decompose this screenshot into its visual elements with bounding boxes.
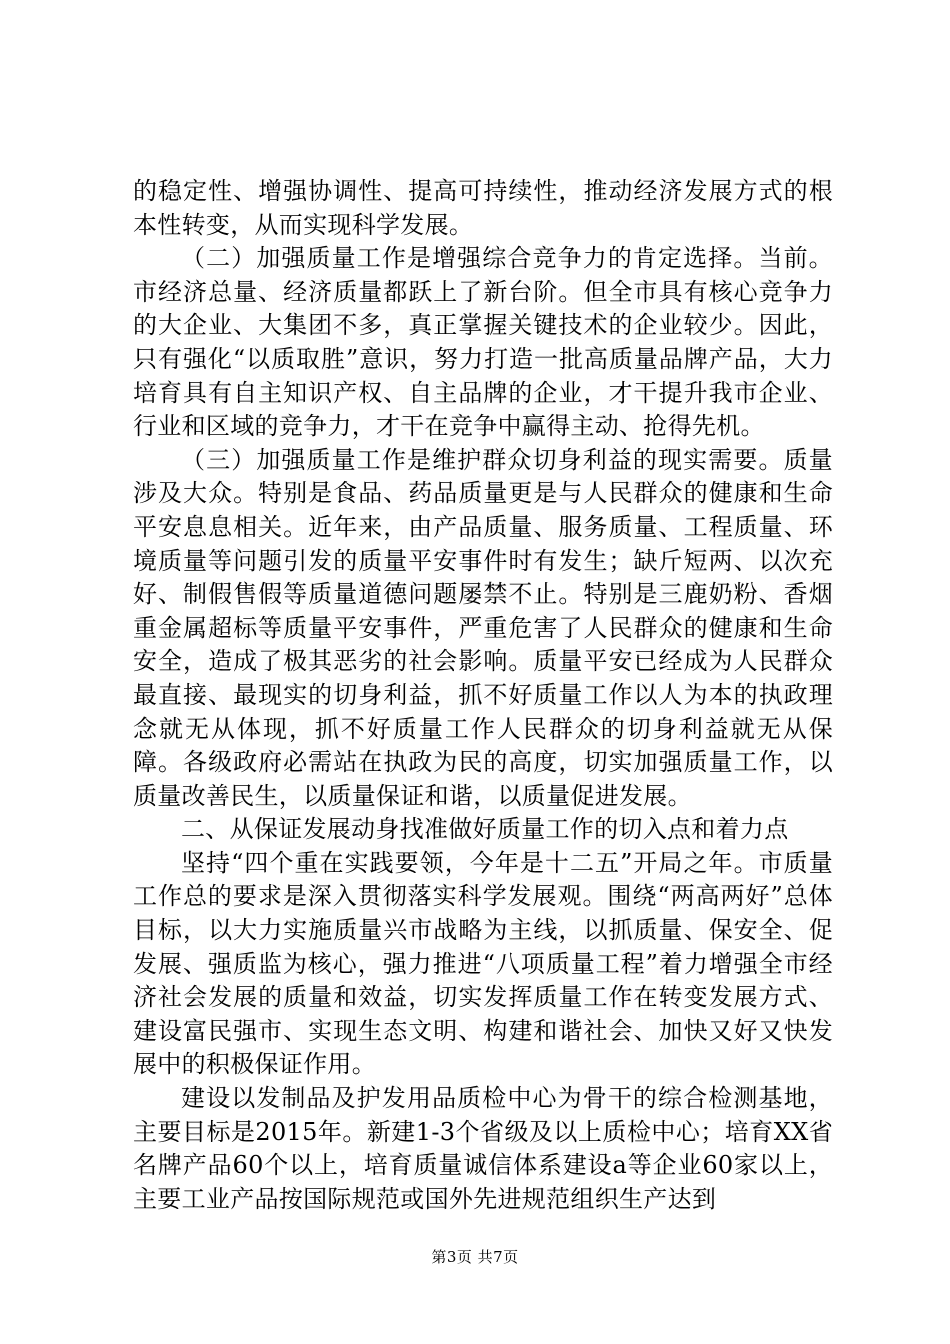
paragraph-targets: 建设以发制品及护发用品质检中心为骨干的综合检测基地，主要目标是2015年。新建1-3个省级及以上质检中心；培育XX省名牌产品60个以上，培育质量诚信体系建设a等企业60家以上，主要工业产品按国际规范或国外先进规范组织生产达到 xyxy=(133,1084,833,1213)
page-number-footer: 第3页 共7页 xyxy=(431,1248,519,1266)
paragraph-section-two: （二）加强质量工作是增强综合竞争力的肯定选择。当前。市经济总量、经济质量都跃上了新台阶。但全市具有核心竞争力的大企业、大集团不多，真正掌握关键技术的企业较少。因此，只有强化“以质取胜”意识，努力打造一批高质量品牌产品，大力培育具有自主知识产权、自主品牌的企业，才干提升我市企业、行业和区域的竞争力，才干在竞争中赢得主动、抢得先机。 xyxy=(133,244,833,441)
paragraph-continuation: 的稳定性、增强协调性、提高可持续性，推动经济发展方式的根本性转变，从而实现科学发展。 xyxy=(133,177,833,239)
section-heading: 二、从保证发展动身找准做好质量工作的切入点和着力点 xyxy=(181,815,789,844)
document-body xyxy=(133,175,833,1216)
paragraph-requirements: 坚持“四个重在实践要领，今年是十二五”开局之年。市质量工作总的要求是深入贯彻落实科学发展观。围绕“两高两好”总体目标，以大力实施质量兴市战略为主线，以抓质量、保安全、促发展、强质监为核心，强力推进“八项质量工程”着力增强全市经济社会发展的质量和效益，切实发挥质量工作在转变发展方式、建设富民强市、实现生态文明、构建和谐社会、加快又好又快发展中的积极保证作用。 xyxy=(133,848,833,1079)
paragraph-section-three: （三）加强质量工作是维护群众切身利益的现实需要。质量涉及大众。特别是食品、药品质量更是与人民群众的健康和生命平安息息相关。近年来，由产品质量、服务质量、工程质量、环境质量等问题引发的质量平安事件时有发生；缺斤短两、以次充好、制假售假等质量道德问题屡禁不止。特别是三鹿奶粉、香烟重金属超标等质量平安事件，严重危害了人民群众的健康和生命安全，造成了极其恶劣的社会影响。质量平安已经成为人民群众最直接、最现实的切身利益，抓不好质量工作以人为本的执政理念就无从体现，抓不好质量工作人民群众的切身利益就无从保障。各级政府必需站在执政为民的高度，切实加强质量工作，以质量改善民生，以质量保证和谐，以质量促进发展。 xyxy=(133,445,833,810)
